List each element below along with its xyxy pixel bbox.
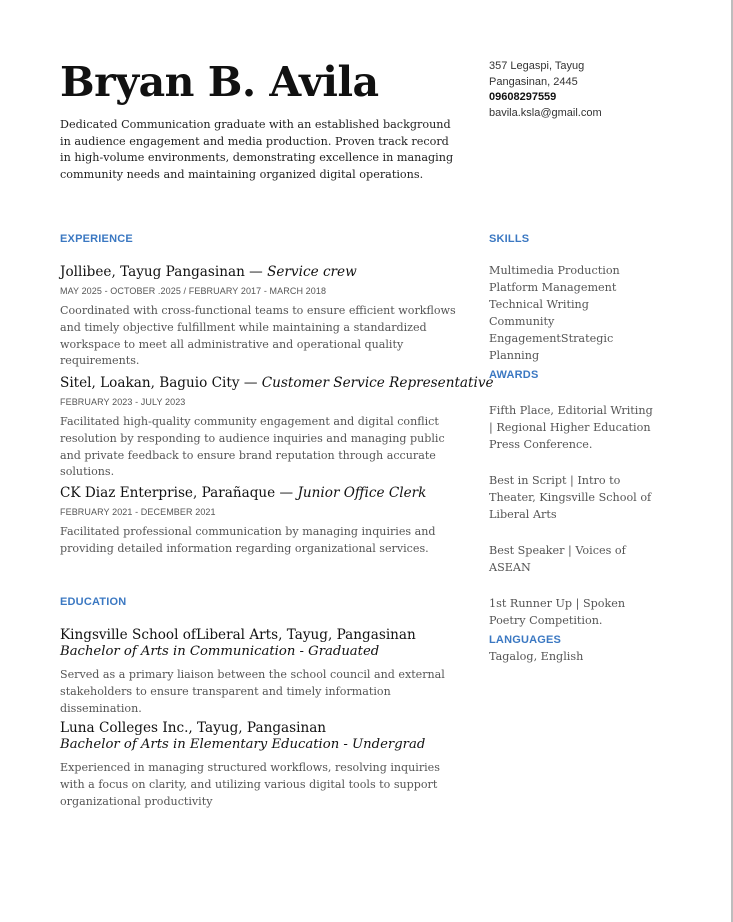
school-name: Kingsville School ofLiberal Arts, Tayug, Pangasinan <box>60 627 416 643</box>
job-description: Facilitated high-quality community engagement and digital conflict resolution by responding to audience inquiries and managing public and private feedback to ensure brand reputation through accurate solutions. <box>60 415 445 479</box>
job-heading <box>60 374 494 392</box>
skill-item: Technical Writing <box>489 298 589 311</box>
phone-number: 09608297559 <box>489 91 557 103</box>
education-heading: EDUCATION <box>60 596 127 608</box>
awards-list <box>489 402 654 648</box>
job-description: Facilitated professional communication by managing inquiries and providing detailed information regarding organizational services. <box>60 525 436 555</box>
education-description: Served as a primary liaison between the school council and external stakeholders to ensure transparent and timely information dissemination. <box>60 668 445 715</box>
degree: Bachelor of Arts in Communication - Graduated <box>60 643 380 659</box>
job-heading <box>60 484 460 502</box>
profile-summary: Dedicated Communication graduate with an established background in audience engagement and media production. Proven track record in high-volume environments, demonstrating excellence in managing community needs and maintaining organized digital operations. <box>60 118 454 181</box>
job-entry-2 <box>60 374 494 481</box>
job-company: CK Diaz Enterprise, Parañaque <box>60 485 276 501</box>
address-line-2: Pangasinan, 2445 <box>489 75 578 88</box>
education-entry-2 <box>60 720 460 810</box>
job-company: Sitel, Loakan, Baguio City <box>60 375 240 391</box>
job-role: Customer Service Representative <box>261 375 494 391</box>
experience-heading: EXPERIENCE <box>60 233 133 245</box>
job-dates: FEBRUARY 2021 - DECEMBER 2021 <box>60 507 216 517</box>
job-company: Jollibee, Tayug Pangasinan <box>60 264 245 280</box>
job-heading <box>60 263 460 281</box>
education-description: Experienced in managing structured workflows, resolving inquiries with a focus on clarity, and utilizing various digital tools to support organizational productivity <box>60 761 440 808</box>
award-item: 1st Runner Up | Spoken Poetry Competition. <box>489 597 626 627</box>
degree: Bachelor of Arts in Elementary Education - Undergrad <box>60 736 426 752</box>
skill-item: Platform Management <box>489 281 617 294</box>
email-address: bavila.ksla@gmail.com <box>489 106 602 119</box>
job-dates: FEBRUARY 2023 - JULY 2023 <box>60 397 186 407</box>
education-entry-1 <box>60 627 460 717</box>
contact-block <box>489 59 602 121</box>
job-separator: — <box>244 264 268 280</box>
job-separator: — <box>239 375 262 391</box>
skills-heading: SKILLS <box>489 233 530 245</box>
languages-value: Tagalog, English <box>489 650 584 663</box>
job-entry-3 <box>60 484 460 558</box>
award-item: Best Speaker | Voices of ASEAN <box>489 544 626 574</box>
skills-list <box>489 262 664 364</box>
job-role: Service crew <box>267 264 357 280</box>
job-dates: MAY 2025 - OCTOBER .2025 / FEBRUARY 2017 - MARCH 2018 <box>60 286 327 296</box>
awards-heading: AWARDS <box>489 369 539 381</box>
job-description: Coordinated with cross-functional teams to ensure efficient workflows and timely objective fulfillment while maintaining a standardized workspace to meet all administrative and operational quality requirements. <box>60 304 456 368</box>
job-role: Junior Office Clerk <box>297 485 427 501</box>
skill-item: Community EngagementStrategic Planning <box>489 315 614 362</box>
languages-heading: LANGUAGES <box>489 634 562 646</box>
school-name: Luna Colleges Inc., Tayug, Pangasinan <box>60 720 327 736</box>
job-entry-1 <box>60 263 460 370</box>
candidate-name: Bryan B. Avila <box>60 58 379 106</box>
award-item: Fifth Place, Editorial Writing | Regional Higher Education Press Conference. <box>489 404 653 451</box>
job-separator: — <box>275 485 298 501</box>
skill-item: Multimedia Production <box>489 264 620 277</box>
award-item: Best in Script | Intro to Theater, Kingsville School of Liberal Arts <box>489 474 652 521</box>
address-line-1: 357 Legaspi, Tayug <box>489 60 585 72</box>
